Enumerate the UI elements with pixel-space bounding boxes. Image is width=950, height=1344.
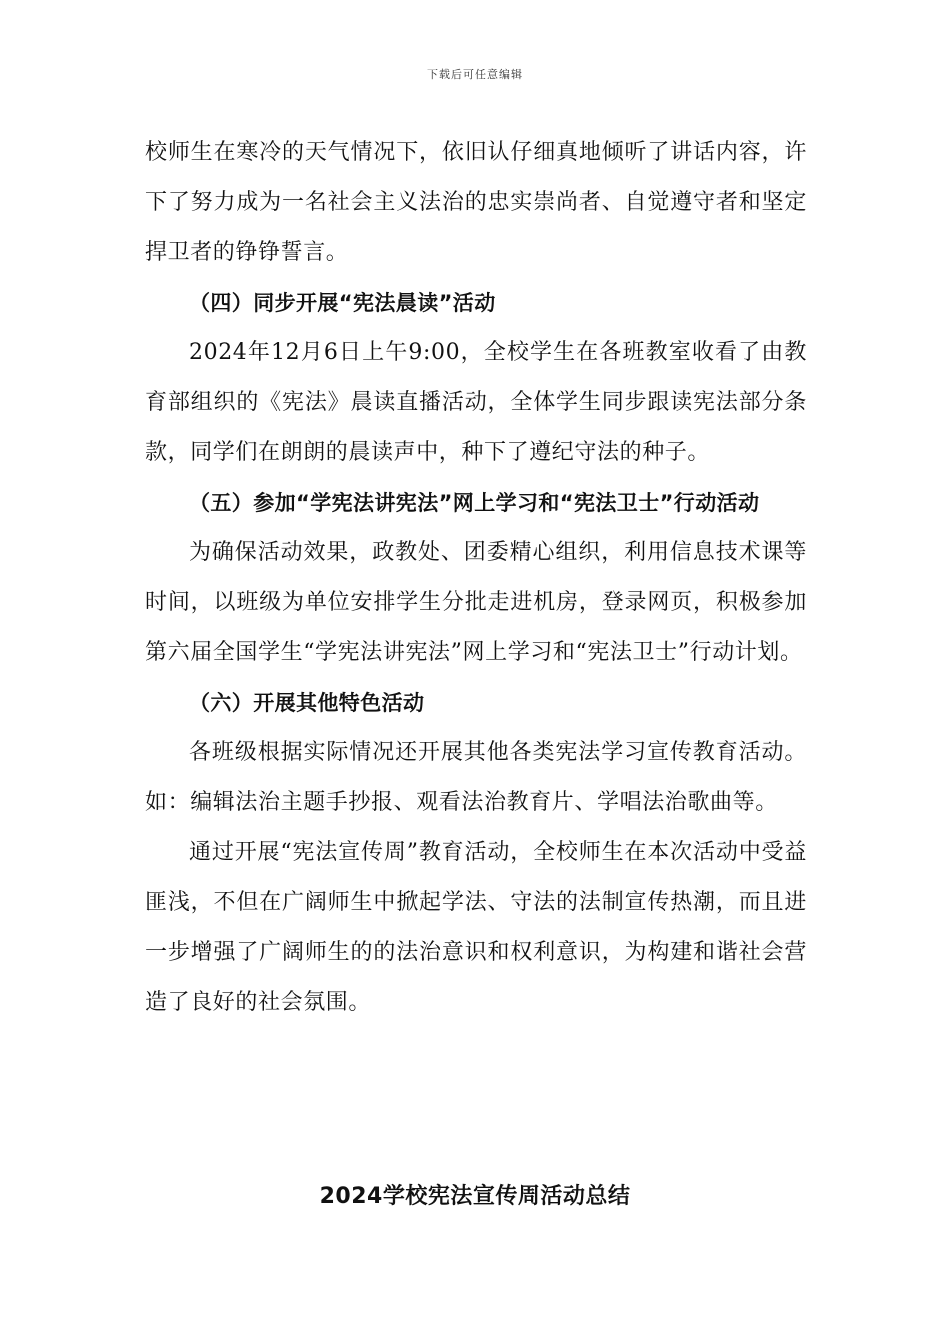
paragraph-continuation: 校师生在寒冷的天气情况下，依旧认仔细真地倾听了讲话内容，许下了努力成为一名社会主义法治的忠实崇尚者、自觉遵守者和坚定捍卫者的铮铮誓言。	[145, 140, 807, 265]
paragraph-online-learning: 为确保活动效果，政教处、团委精心组织，利用信息技术课等时间，以班级为单位安排学生分批走进机房，登录网页，积极参加第六届全国学生“学宪法讲宪法”网上学习和“宪法卫士”行动计划。	[145, 540, 807, 665]
section-heading-4: （四）同步开展“宪法晨读”活动	[189, 291, 496, 315]
document-body	[145, 128, 807, 1028]
document-title: 2024学校宪法宣传周活动总结	[319, 1184, 631, 1209]
paragraph-conclusion: 通过开展“宪法宣传周”教育活动，全校师生在本次活动中受益匪浅，不但在广阔师生中掀起学法、守法的法制宣传热潮，而且进一步增强了广阔师生的的法治意识和权利意识，为构建和谐社会营造了良好的社会氛围。	[145, 840, 807, 1015]
section-heading-5: （五）参加“学宪法讲宪法”网上学习和“宪法卫士”行动活动	[189, 491, 760, 515]
paragraph-morning-reading: 2024年12月6日上午9:00，全校学生在各班教室收看了由教育部组织的《宪法》晨读直播活动，全体学生同步跟读宪法部分条款，同学们在朗朗的晨读声中，种下了遵纪守法的种子。	[145, 340, 807, 465]
paragraph-other-activities: 各班级根据实际情况还开展其他各类宪法学习宣传教育活动。如：编辑法治主题手抄报、观看法治教育片、学唱法治歌曲等。	[145, 740, 807, 815]
header-note: 下载后可任意编辑	[427, 68, 523, 81]
section-heading-6: （六）开展其他特色活动	[189, 691, 425, 715]
